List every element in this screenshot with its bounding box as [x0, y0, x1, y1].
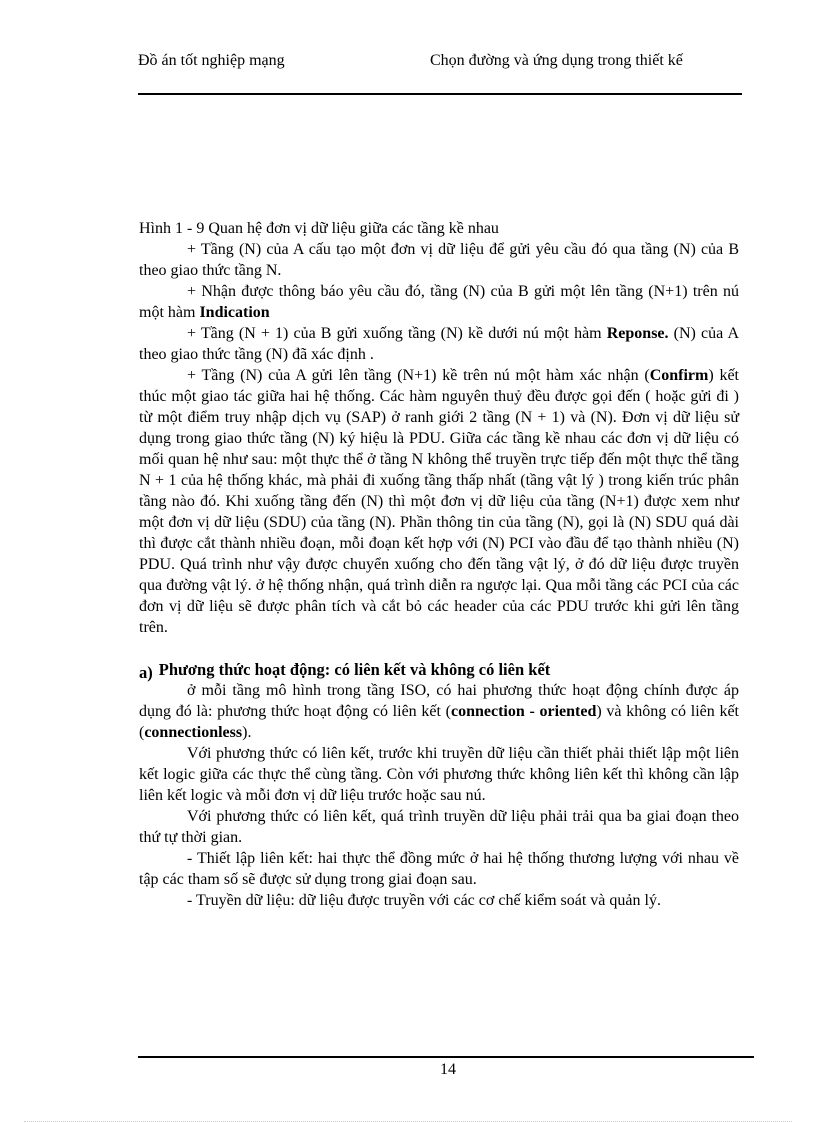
page-bottom-edge: [24, 1121, 792, 1122]
connection-oriented-term: connection - oriented: [450, 703, 597, 720]
page-number: 14: [440, 1061, 456, 1078]
header-chapter-title: Chọn đường và ứng dụng trong thiết kế: [430, 52, 683, 69]
paragraph-7: Với phương thức có liên kết, quá trình truyền dữ liệu phải trải qua ba giai đoạn theo thứ tự thời gian.: [139, 808, 739, 846]
paragraph-4-text: + Tầng (N) của A gửi lên tầng (N+1) kề trên nú một hàm xác nhận (: [187, 367, 650, 384]
section-heading: [139, 659, 739, 680]
figure-caption: Hình 1 - 9 Quan hệ đơn vị dữ liệu giữa các tầng kề nhau: [139, 220, 499, 237]
section-label: a): [139, 663, 153, 682]
paragraph-9: - Truyền dữ liệu: dữ liệu được truyền với các cơ chế kiểm soát và quản lý.: [187, 892, 661, 909]
indication-term: Indication: [199, 304, 270, 321]
header-document-title: Đồ án tốt nghiệp mạng: [138, 52, 285, 69]
connectionless-term: connectionless: [144, 724, 243, 741]
paragraph-3-text: + Tầng (N + 1) của B gửi xuống tầng (N) kề dưới nú một hàm: [187, 325, 607, 342]
confirm-term: Confirm: [649, 367, 709, 384]
section-title: Phương thức hoạt động: có liên kết và không có liên kết: [158, 660, 551, 679]
paragraph-5-tail: ).: [242, 724, 252, 741]
paragraph-3-tail: (N) của A theo giao thức tầng (N) đã xác định .: [139, 325, 739, 363]
paragraph-6: Với phương thức có liên kết, trước khi truyền dữ liệu cần thiết phải thiết lập một liên kết logic giữa các thực thể cùng tầng. Còn với phương thức không liên kết thì không cần lập liên kết logic và mỗi đơn vị dữ liệu trước hoặc sau nú.: [139, 745, 739, 804]
paragraph-8: - Thiết lập liên kết: hai thực thể đồng mức ở hai hệ thống thương lượng với nhau về tập các tham số sẽ được sử dụng trong giai đoạn sau.: [139, 850, 739, 888]
footer-divider: [138, 1056, 754, 1058]
header-divider: [138, 93, 742, 95]
paragraph-3: [139, 323, 739, 365]
paragraph-5-text: ở mỗi tầng mô hình trong tầng ISO, có hai phương thức hoạt động chính được áp dụng đó là: phương thức hoạt động có liên kết (: [139, 682, 739, 720]
paragraph-2-text: + Nhận được thông báo yêu cầu đó, tầng (N) của B gửi một lên tầng (N+1) trên nú một hàm: [139, 283, 739, 321]
paragraph-1: + Tầng (N) của A cấu tạo một đơn vị dữ liệu để gửi yêu cầu đó qua tầng (N) của B theo giao thức tầng N.: [139, 241, 739, 279]
page-body: [139, 218, 739, 911]
reponse-term: Reponse.: [606, 325, 669, 342]
section-spacer: [139, 638, 739, 659]
paragraph-5-mid: ) và không có liên kết (: [139, 703, 739, 741]
paragraph-5: [139, 680, 739, 743]
paragraph-4: [139, 365, 739, 638]
paragraph-2: [139, 281, 739, 323]
paragraph-4-tail: ) kết thúc một giao tác giữa hai hệ thống. Các hàm nguyên thuỷ đều được gọi đến ( hoặc gửi đi ) từ một điểm truy nhập dịch vụ (SAP) ở ranh giới 2 tầng (N + 1) và (N). Đơn vị dữ liệu sử dụng trong giao thức tầng (N) ký hiệu là PDU. Giữa các tầng kề nhau các đơn vị dữ liệu có mối quan hệ như sau: một thực thể ở tầng N không thể truyền trực tiếp đến một thực thể tầng N + 1 của hệ thống khác, mà phải đi xuống tầng thấp nhất (tầng vật lý ) trong kiến trúc phân tầng nào đó. Khi xuống tầng đến (N) thì một đơn vị dữ liệu của tầng (N+1) được xem như một đơn vị dữ liệu (SDU) của tầng (N). Phần thông tin của tầng (N), gọi là (N) SDU quá dài thì được cắt thành nhiều đoạn, mỗi đoạn kết hợp với (N) PCI vào đầu để tạo thành nhiều (N) PDU. Quá trình như vậy được chuyển xuống cho đến tầng vật lý, ở đó dữ liệu được truyền qua đường vật lý. ở hệ thống nhận, quá trình diễn ra ngược lại. Qua mỗi tầng các PCI của các đơn vị dữ liệu sẽ được phân tích và cắt bỏ các header của các PDU trước khi gửi lên tầng trên.: [139, 367, 739, 636]
